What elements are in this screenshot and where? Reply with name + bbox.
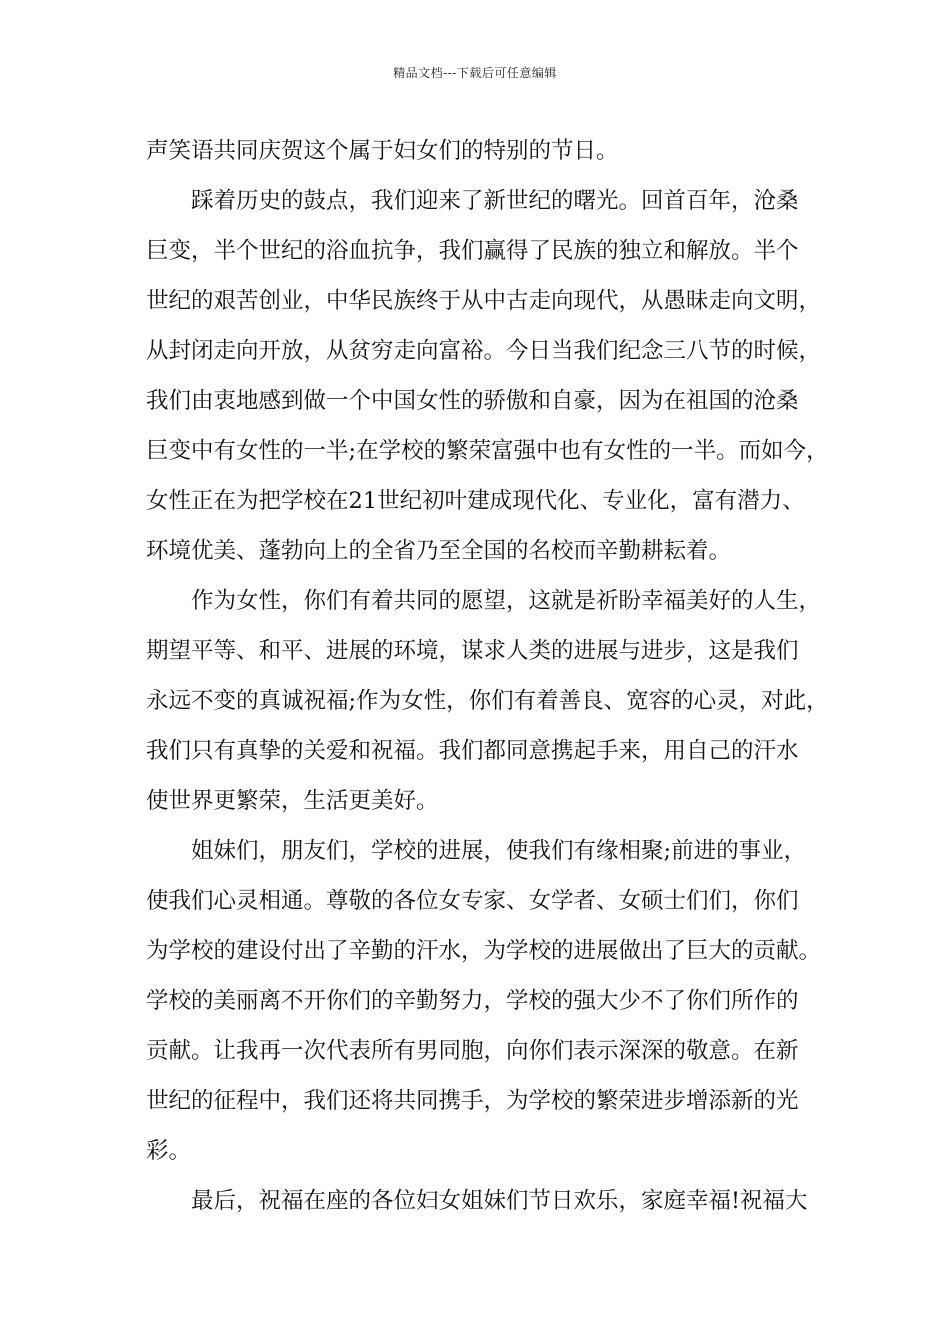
paragraph [146,576,836,826]
text-line: 彩。 [146,1138,192,1164]
paragraph [146,126,836,176]
text-line: 期望平等、和平、进展的环境，谋求人类的进展与进步，这是我们 [146,638,799,664]
text-line: 学校的美丽离不开你们的辛勤努力，学校的强大少不了你们所作的 [146,988,799,1014]
text-line: 声笑语共同庆贺这个属于妇女们的特别的节日。 [146,138,619,164]
paragraph [146,1176,836,1226]
text-line: 贡献。让我再一次代表所有男同胞，向你们表示深深的敬意。在新 [146,1038,799,1064]
text-line: 环境优美、蓬勃向上的全省乃至全国的名校而辛勤耕耘着。 [146,538,732,564]
document-body [146,126,836,1226]
text-line: 世纪的征程中，我们还将共同携手，为学校的繁荣进步增添新的光 [146,1088,799,1114]
page-header: 精品文档---下载后可任意编辑 [393,66,557,80]
text-line: 使我们心灵相通。尊敬的各位女专家、女学者、女硕士们们，你们 [146,888,799,914]
text-line: 使世界更繁荣，生活更美好。 [146,788,439,814]
text-line: 巨变中有女性的一半;在学校的繁荣富强中也有女性的一半。而如今， [146,438,829,464]
text-line: 为学校的建设付出了辛勤的汗水，为学校的进展做出了巨大的贡献。 [146,938,822,964]
text-line: 姐妹们，朋友们，学校的进展，使我们有缘相聚;前进的事业， [191,838,807,864]
paragraph [146,176,836,576]
text-line: 世纪的艰苦创业，中华民族终于从中古走向现代，从愚昧走向文明， [146,288,822,314]
text-line: 我们由衷地感到做一个中国女性的骄傲和自豪，因为在祖国的沧桑 [146,388,799,414]
text-line: 我们只有真挚的关爱和祝福。我们都同意携起手来，用自己的汗水 [146,738,799,764]
text-line: 作为女性，你们有着共同的愿望，这就是祈盼幸福美好的人生， [191,588,822,614]
text-line: 女性正在为把学校在21世纪初叶建成现代化、专业化，富有潜力、 [146,488,805,514]
text-line: 最后，祝福在座的各位妇女姐妹们节日欢乐，家庭幸福!祝福大 [191,1188,808,1214]
paragraph [146,826,836,1176]
text-line: 踩着历史的鼓点，我们迎来了新世纪的曙光。回首百年，沧桑 [191,188,799,214]
text-line: 巨变，半个世纪的浴血抗争，我们赢得了民族的独立和解放。半个 [146,238,799,264]
text-line: 从封闭走向开放，从贫穷走向富裕。今日当我们纪念三八节的时候， [146,338,822,364]
text-line: 永远不变的真诚祝福;作为女性，你们有着善良、宽容的心灵，对此， [146,688,829,714]
